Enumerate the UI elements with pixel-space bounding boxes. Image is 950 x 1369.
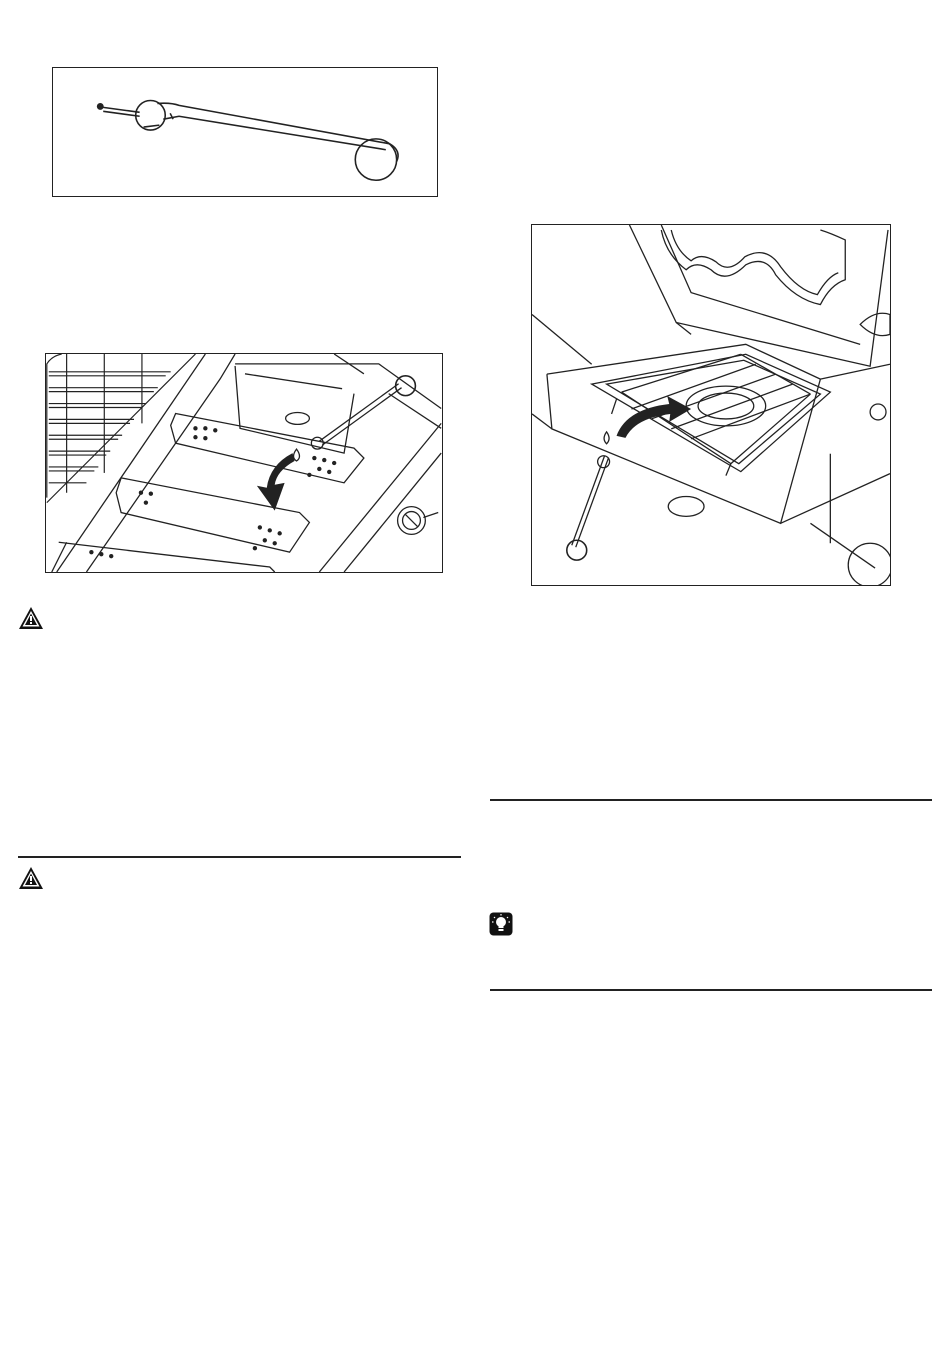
warning-triangle-icon bbox=[18, 606, 44, 630]
main-burner-figure bbox=[45, 353, 443, 573]
side-burner-match-lighting-illustration bbox=[532, 225, 890, 585]
curved-arrow-icon bbox=[617, 396, 692, 438]
cooking-grate bbox=[47, 354, 196, 503]
curved-arrow-icon bbox=[257, 453, 295, 510]
section-divider bbox=[490, 989, 932, 991]
warning-triangle-icon bbox=[18, 866, 44, 890]
cart-wheel bbox=[668, 496, 704, 516]
match-holder-illustration bbox=[53, 68, 437, 196]
side-knob bbox=[870, 404, 886, 420]
main-burner-match-lighting-illustration bbox=[46, 354, 442, 572]
control-knob bbox=[398, 507, 439, 535]
side-burner-figure bbox=[531, 224, 891, 586]
match-holder-figure bbox=[52, 67, 438, 197]
lightbulb-tip-icon bbox=[489, 912, 513, 936]
section-divider bbox=[490, 799, 932, 801]
section-divider bbox=[18, 856, 461, 858]
